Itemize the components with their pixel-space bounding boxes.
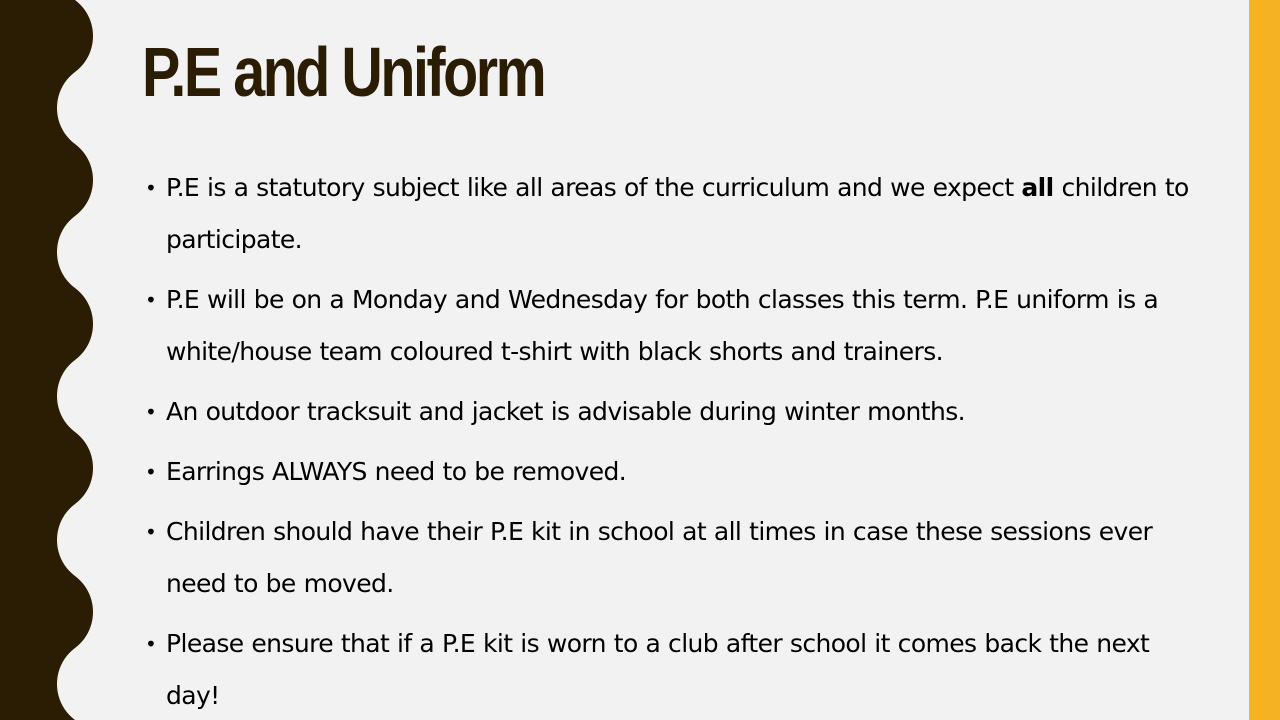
bullet-dot-icon: • [145, 632, 157, 656]
bullet-item [145, 618, 1205, 720]
bullet-dot-icon: • [145, 176, 157, 200]
bullet-list [145, 162, 1205, 720]
slide-title: P.E and Uniform [142, 33, 545, 111]
bullet-dot-icon: • [145, 520, 157, 544]
bullet-item [145, 446, 1205, 498]
bullet-dot-icon: • [145, 400, 157, 424]
bullet-item [145, 274, 1205, 378]
bullet-text: Please ensure that if a P.E kit is worn to a club after school it comes back the next day! [166, 629, 1150, 710]
bullet-text: P.E will be on a Monday and Wednesday for both classes this term. P.E uniform is a white/house team coloured t-shirt with black shorts and trainers. [166, 285, 1159, 366]
bullet-emphasis: all [1021, 173, 1054, 202]
bullet-text: Earrings ALWAYS need to be removed. [166, 457, 627, 486]
bullet-text-end: children to participate. [166, 173, 1189, 254]
wavy-border-shape [0, 0, 93, 720]
bullet-item [145, 162, 1205, 266]
bullet-text: Children should have their P.E kit in school at all times in case these sessions ever need to be moved. [166, 517, 1153, 598]
bullet-text: P.E is a statutory subject like all areas of the curriculum and we expect [166, 173, 1022, 202]
accent-bar [1249, 0, 1280, 720]
wavy-border-decoration [0, 0, 100, 720]
bullet-dot-icon: • [145, 288, 157, 312]
bullet-item [145, 386, 1205, 438]
bullet-item [145, 506, 1205, 610]
bullet-dot-icon: • [145, 460, 157, 484]
bullet-text: An outdoor tracksuit and jacket is advisable during winter months. [166, 397, 966, 426]
